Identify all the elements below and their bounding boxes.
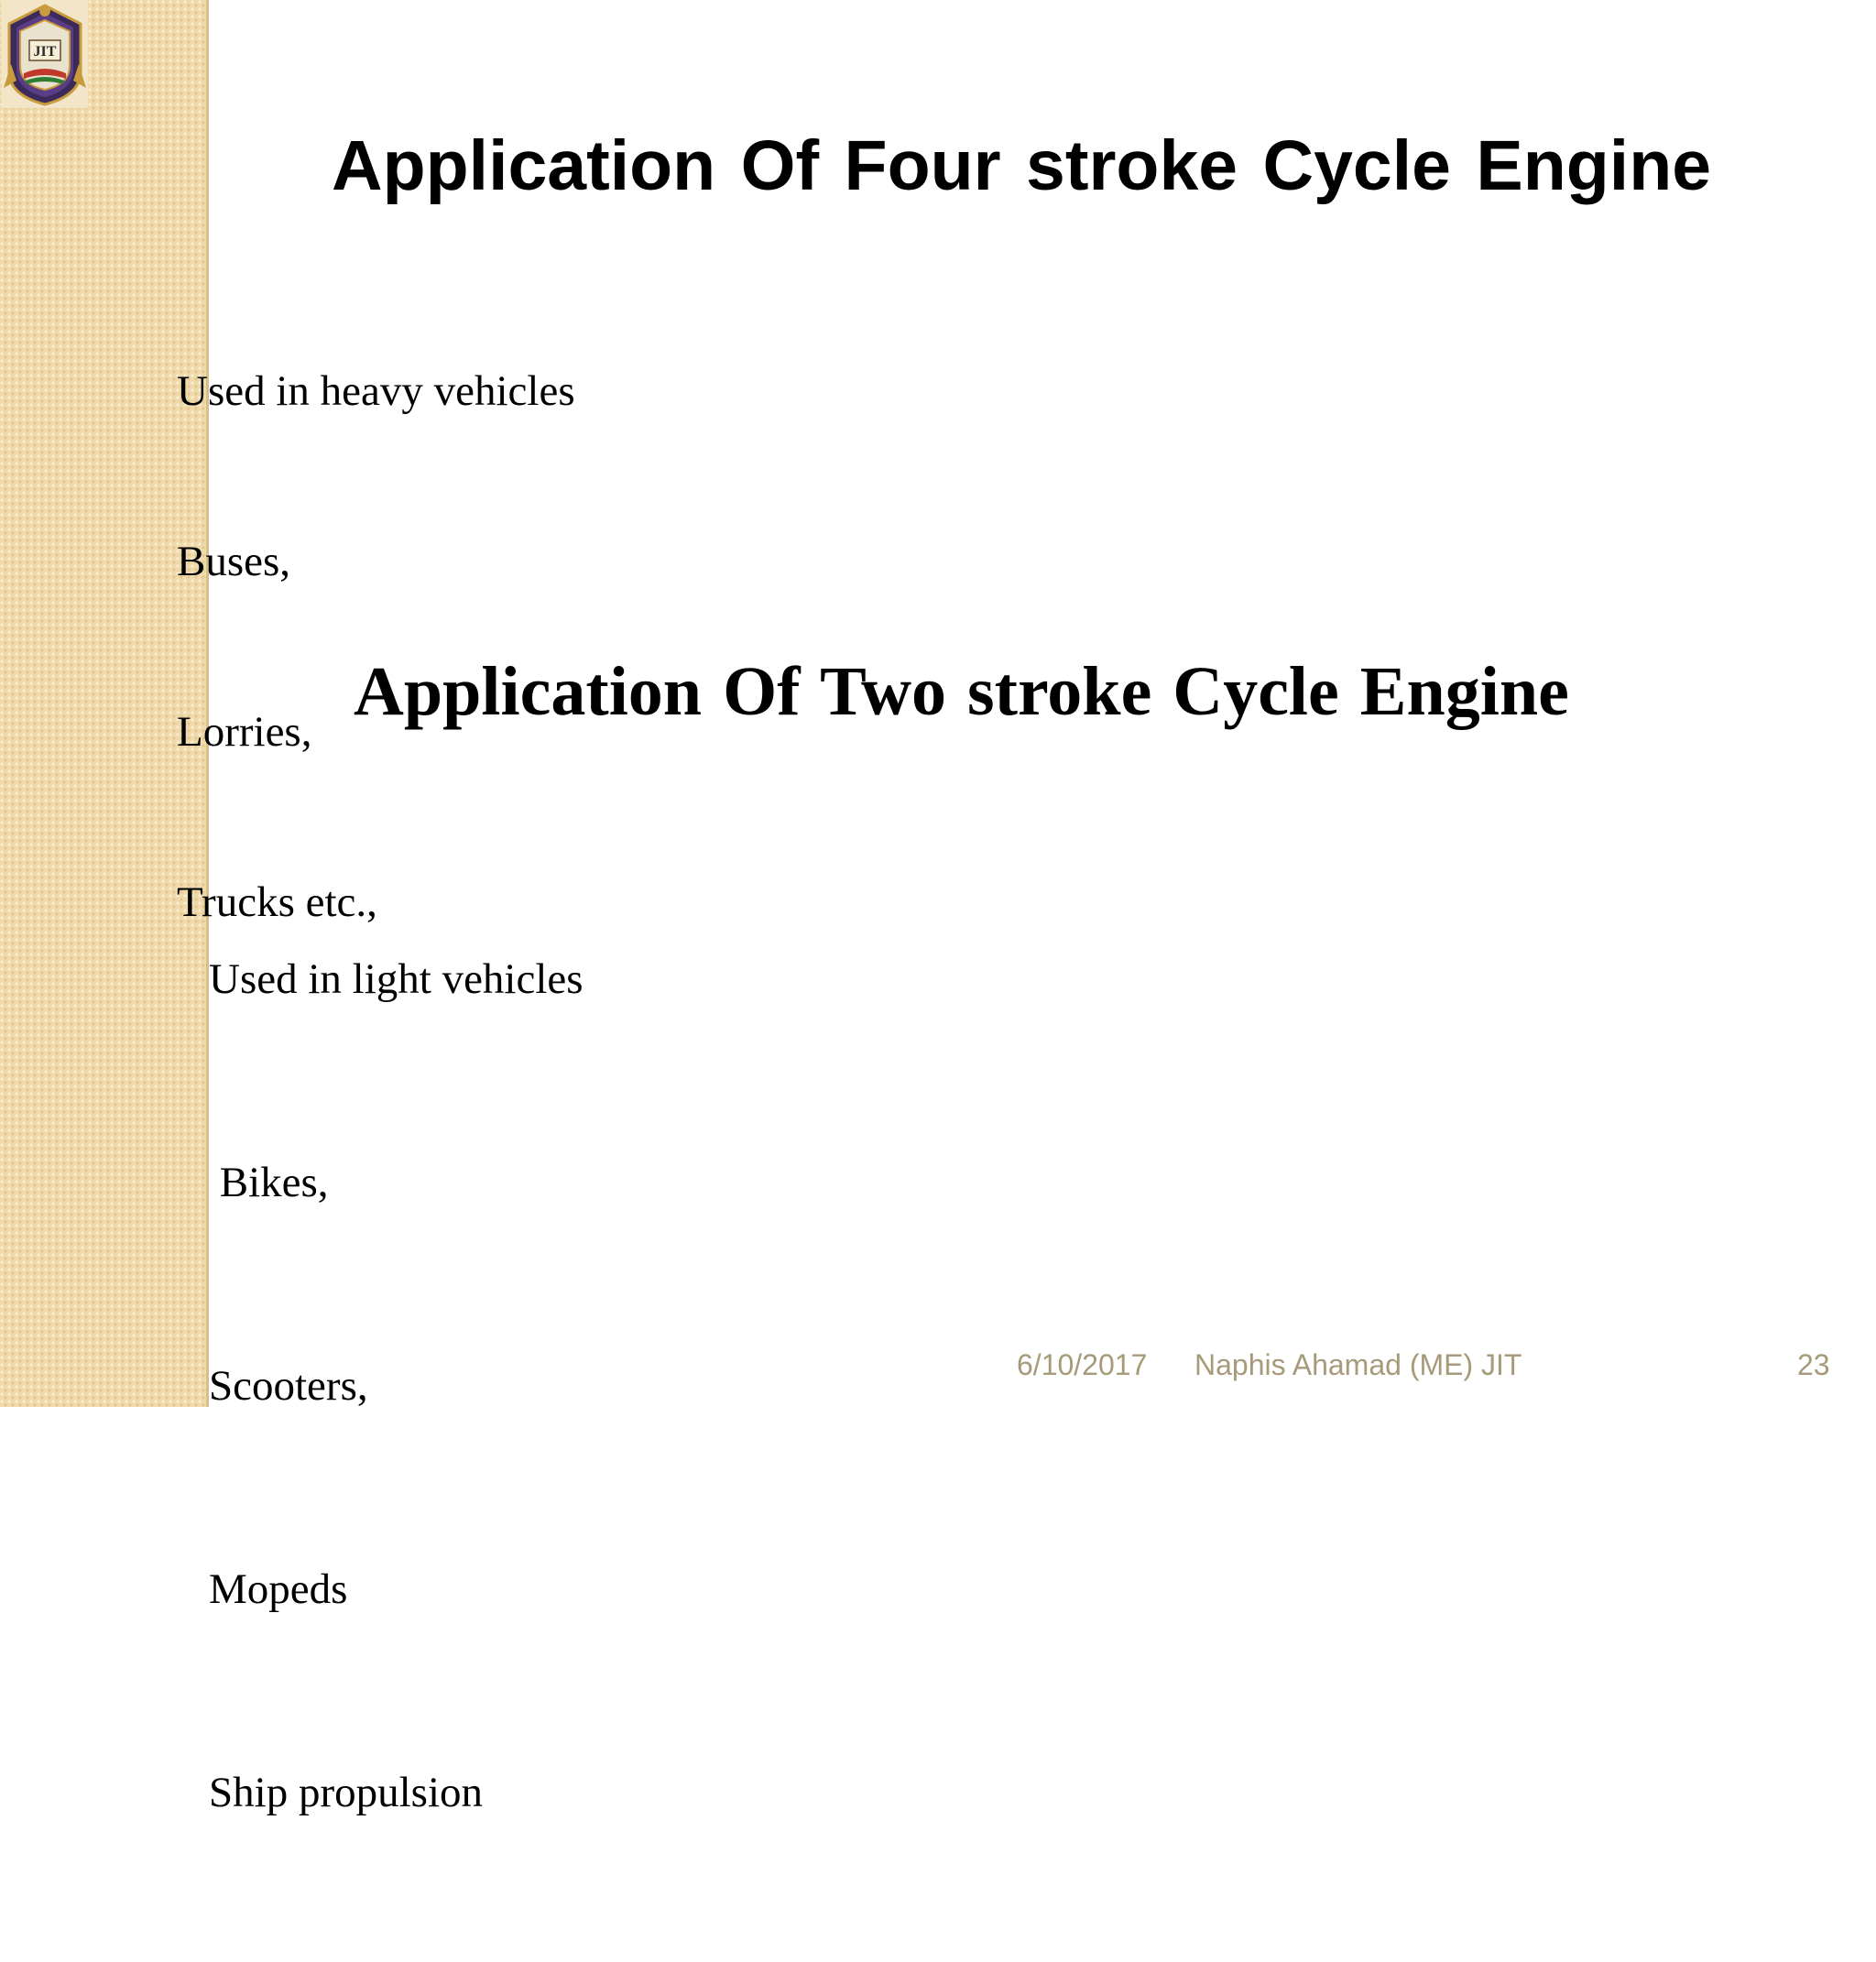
logo-text: JIT [33,44,57,60]
list-item: Buses, [177,538,291,585]
two-stroke-title: Application Of Two stroke Cycle Engine [354,653,1569,730]
list-item: Ship propulsion [209,1769,484,1816]
list-item: Used in heavy vehicles [177,367,575,415]
list-item: Bikes, [209,1159,329,1206]
list-item: Trucks etc., [177,878,377,926]
footer-author: Naphis Ahamad (ME) JIT [1194,1348,1522,1381]
list-item: Mopeds [209,1565,348,1613]
list-item: Lorries, [177,708,312,756]
list-item: Used in light vehicles [209,955,584,1003]
slide-number: 23 [1797,1348,1830,1381]
list-item: Scooters, [209,1362,368,1410]
four-stroke-title: Application Of Four stroke Cycle Engine [332,126,1712,205]
two-stroke-application-list [209,810,584,1962]
footer-date: 6/10/2017 [1017,1348,1148,1381]
institution-crest-icon [2,0,88,108]
